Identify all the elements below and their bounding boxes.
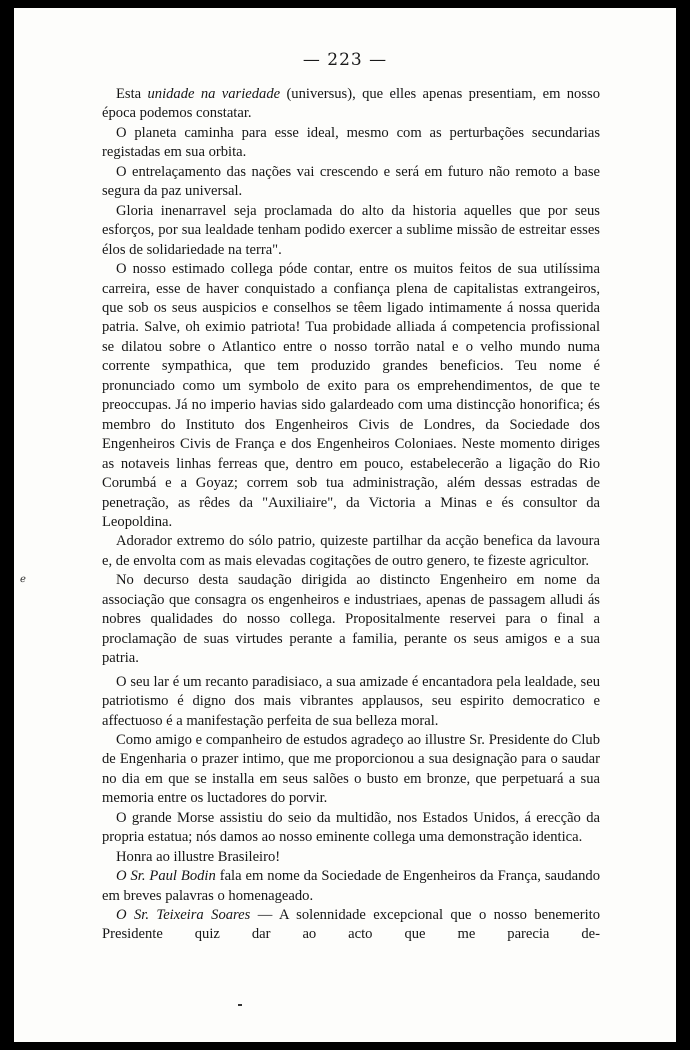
- paragraph: [102, 571, 600, 668]
- paragraph: [102, 673, 600, 731]
- paragraph-text: Como amigo e companheiro de estudos agradeço ao illustre Sr. Presidente do Club de Engenharia o prazer intimo, que me proporcionou a sua designação para o saudar no dia em que se installa em seus salões o busto em bronze, que perpetuará a sua memoria entre os luctadores do porvir.: [102, 731, 600, 807]
- paragraph: [102, 731, 600, 809]
- speaker-name: O Sr. Teixeira Soares: [116, 907, 251, 924]
- paragraph-text: Honra ao illustre Brasileiro!: [116, 848, 281, 865]
- paragraph: [102, 124, 600, 163]
- ink-speck: [238, 1004, 242, 1006]
- paragraph: [102, 906, 600, 945]
- paragraph-text: Esta: [116, 86, 148, 102]
- paragraph-text: O nosso estimado collega póde contar, entre os muitos feitos de sua utilíssima carreira, esse de haver conquistado a confiança plena de capitalistas extrangeiros, que sob os seus auspicios e conselhos se têem ligado intimamente á nossa querida patria. Salve, oh eximio patriota! Tua probidade alliada á competencia profissional se dilatou sobre o Atlantico entre o nosso torrão natal e o velho mundo numa corrente sympathica, que tem produzido grandes beneficios. Teu nome é pronunciado como um symbolo de exito para os emprehendimentos, de que te preoccupas. Já no imperio havias sido galardeado com uma distincção honorifica; és membro do Instituto dos Engenheiros Civis de Londres, da Sociedade dos Engenheiros Civis de França e dos Engenheiros Coloniaes. Neste momento diriges as notaveis linhas ferreas que, dentro em pouco, estabelecerão a ligação do Rio Corumbá e a Goyaz; correm sob tua administração, além dessas estradas de penetração, as rêdes da "Auxiliaire", da Victoria a Minas e és consultor da Leopoldina.: [102, 261, 600, 530]
- margin-mark: ℯ: [20, 574, 26, 585]
- paragraph: [102, 163, 600, 202]
- paragraph: [102, 532, 600, 571]
- paragraph-text: Adorador extremo do sólo patrio, quizeste partilhar da acção benefica da lavoura e, de envolta com as mais elevadas cogitações de outro genero, te fizeste agricultor.: [102, 533, 600, 569]
- paragraph-text: O entrelaçamento das nações vai crescendo e será em futuro não remoto a base segura da paz universal.: [102, 163, 600, 200]
- paragraph: [102, 202, 600, 260]
- paragraph: [102, 85, 600, 124]
- body-text: [102, 85, 600, 945]
- paragraph-text: fala em nome da Sociedade de Engenheiros da França, saudando em breves palavras o homenageado.: [102, 868, 600, 904]
- page-number: — 223 —: [302, 50, 388, 70]
- paragraph-text: — A solennidade excepcional que o nosso benemerito Presidente quiz dar ao acto que me parecia de-: [102, 907, 600, 943]
- document-page: [14, 8, 676, 1042]
- paragraph-text: Gloria inenarravel seja proclamada do alto da historia aquelles que por seus esforços, por sua lealdade tenham podido exercer a sublime missão de estreitar esses élos de solidariedade na terra".: [102, 202, 600, 258]
- paragraph: [102, 260, 600, 532]
- paragraph: [102, 867, 600, 906]
- speaker-name: O Sr. Paul Bodin: [116, 868, 216, 885]
- speaker-name: unidade na variedade: [147, 86, 281, 102]
- paragraph: [102, 848, 600, 867]
- paragraph: [102, 809, 600, 848]
- paragraph-text: (universus), que elles apenas presentiam, em nosso época podemos constatar.: [102, 86, 601, 122]
- paragraph-text: No decurso desta saudação dirigida ao distincto Engenheiro em nome da associação que consagra os engenheiros e industriaes, apenas de passagem alludi ás nobres qualidades do nosso collega. Propositalmente reservei para o final a proclamação de suas virtudes perante a familia, perante os seus amigos e a sua patria.: [102, 572, 600, 667]
- paragraph-text: O planeta caminha para esse ideal, mesmo com as perturbações secundarias registadas em sua orbita.: [102, 124, 600, 161]
- paragraph-text: O grande Morse assistiu do seio da multidão, nos Estados Unidos, á erecção da propria estatua; nós damos ao nosso eminente collega uma demonstração identica.: [102, 809, 600, 846]
- paragraph-text: O seu lar é um recanto paradisiaco, a sua amizade é encantadora pela lealdade, seu patriotismo é digno dos mais vibrantes applausos, seu espirito democratico e affectuoso é a manifestação perfeita de sua belleza moral.: [102, 673, 600, 729]
